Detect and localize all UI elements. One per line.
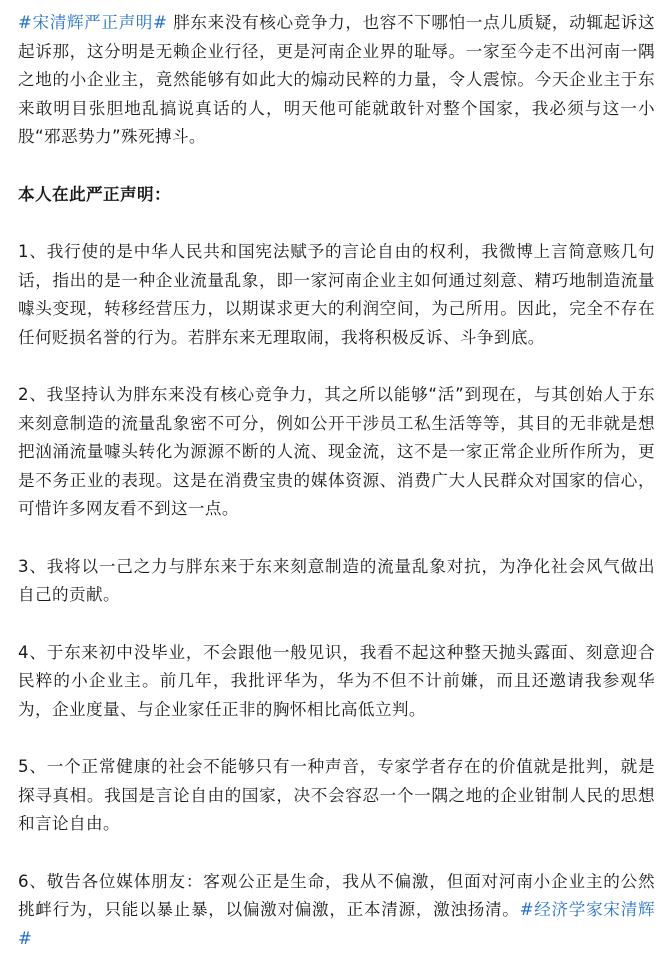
intro-text: 胖东来没有核心竞争力，也容不下哪怕一点儿质疑，动辄起诉这起诉那，这分明是无赖企业行径，更是河南企业界的耻辱。一家至今走不出河南一隅之地的小企业主，竟然能够有如此大的煽动民粹的力量，令人震惊。今天企业主于东来敢明目张胆地乱搞说真话的人，明天他可能就敢针对整个国家，我必须与这一小股“邪恶势力”殊死搏斗。 [18,13,655,146]
statement-point-3: 3、我将以一己之力与胖东来于东来刻意制造的流量乱象对抗，为净化社会风气做出自己的贡献。 [18,553,655,610]
hashtag-link[interactable]: #经济学家宋清辉# [18,900,655,948]
intro-paragraph [18,9,655,152]
statement-point-5: 5、一个正常健康的社会不能够只有一种声音，专家学者存在的价值就是批判，就是探寻真相。我国是言论自由的国家，决不会容忍一个一隅之地的企业钳制人民的思想和言论自由。 [18,753,655,839]
statement-point-4: 4、于东来初中没毕业，不会跟他一般见识，我看不起这种整天抛头露面、刻意迎合民粹的小企业主。前几年，我批评华为，华为不但不计前嫌，而且还邀请我参观华为，企业度量、与企业家任正非的胸怀相比高低立判。 [18,639,655,725]
statement-point-2: 2、我坚持认为胖东来没有核心竞争力，其之所以能够“活”到现在，与其创始人于东来刻意制造的流量乱象密不可分，例如公开干涉员工私生活等等，其目的无非就是想把汹涌流量噱头转化为源源不断的人流、现金流，这不是一家正常企业所作所为，更是不务正业的表现。这是在消费宝贵的媒体资源、消费广大人民群众对国家的信心，可惜许多网友看不到这一点。 [18,381,655,524]
closing-text: 6、敬告各位媒体朋友：客观公正是生命，我从不偏激，但面对河南小企业主的公然挑衅行为，只能以暴止暴，以偏激对偏激，正本清源，激浊扬清。 [18,872,655,920]
statement-point-1: 1、我行使的是中华人民共和国宪法赋予的言论自由的权利，我微博上言简意赅几句话，指出的是一种企业流量乱象，即一家河南企业主如何通过刻意、精巧地制造流量噱头变现，转移经营压力，以期谋求更大的利润空间，为己所用。因此，完全不存在任何贬损名誉的行为。若胖东来无理取闹，我将积极反诉、斗争到底。 [18,238,655,352]
hashtag-link[interactable]: #宋清辉严正声明# [18,13,167,32]
statement-heading: 本人在此严正声明： [18,181,655,210]
statement-point-6 [18,868,655,953]
